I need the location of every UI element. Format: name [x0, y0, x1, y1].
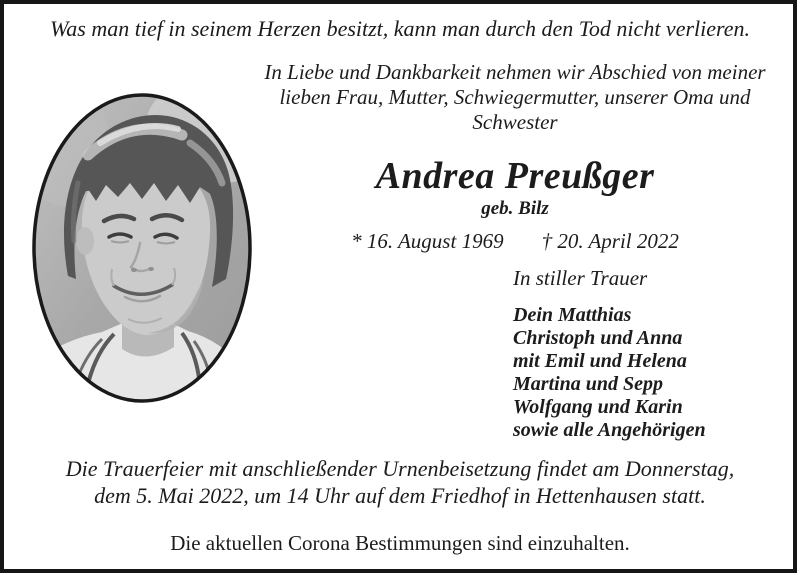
farewell-announcement — [262, 60, 768, 135]
mourner-line: Martina und Sepp — [513, 373, 664, 395]
announcement-line: Schwester — [472, 110, 558, 134]
funeral-line: dem 5. Mai 2022, um 14 Uhr auf dem Friedhof in Hettenhausen statt. — [94, 483, 706, 508]
mourner-line: sowie alle Angehörigen — [513, 419, 706, 441]
mourner-line: Christoph und Anna — [513, 327, 683, 349]
life-dates — [262, 229, 768, 253]
funeral-line: Die Trauerfeier mit anschließender Urnenbeisetzung findet am Donnerstag, — [65, 456, 735, 481]
birth-date: * 16. August 1969 — [351, 229, 504, 253]
deceased-name: Andrea Preußger — [375, 155, 655, 197]
portrait-oval-image — [30, 91, 254, 405]
corona-notice: Die aktuellen Corona Bestimmungen sind einzuhalten. — [170, 531, 630, 555]
mourner-line: mit Emil und Helena — [513, 350, 687, 372]
mourner-line: Dein Matthias — [513, 304, 632, 326]
mourning-heading: In stiller Trauer — [513, 266, 648, 290]
epigraph-quote: Was man tief in seinem Herzen besitzt, kann man durch den Tod nicht verlieren. — [49, 16, 751, 41]
deceased-name-block — [262, 155, 768, 253]
mourning-block — [513, 266, 706, 442]
portrait-photo — [30, 91, 254, 405]
funeral-details — [0, 455, 800, 509]
deceased-maiden-name: geb. Bilz — [481, 198, 549, 219]
ear-left — [76, 227, 94, 255]
mourners-list — [513, 304, 706, 442]
announcement-line: lieben Frau, Mutter, Schwiegermutter, unserer Oma und — [279, 85, 751, 109]
mourner-line: Wolfgang und Karin — [513, 396, 683, 418]
death-date: † 20. April 2022 — [541, 229, 679, 253]
announcement-line: In Liebe und Dankbarkeit nehmen wir Abschied von meiner — [264, 60, 766, 84]
